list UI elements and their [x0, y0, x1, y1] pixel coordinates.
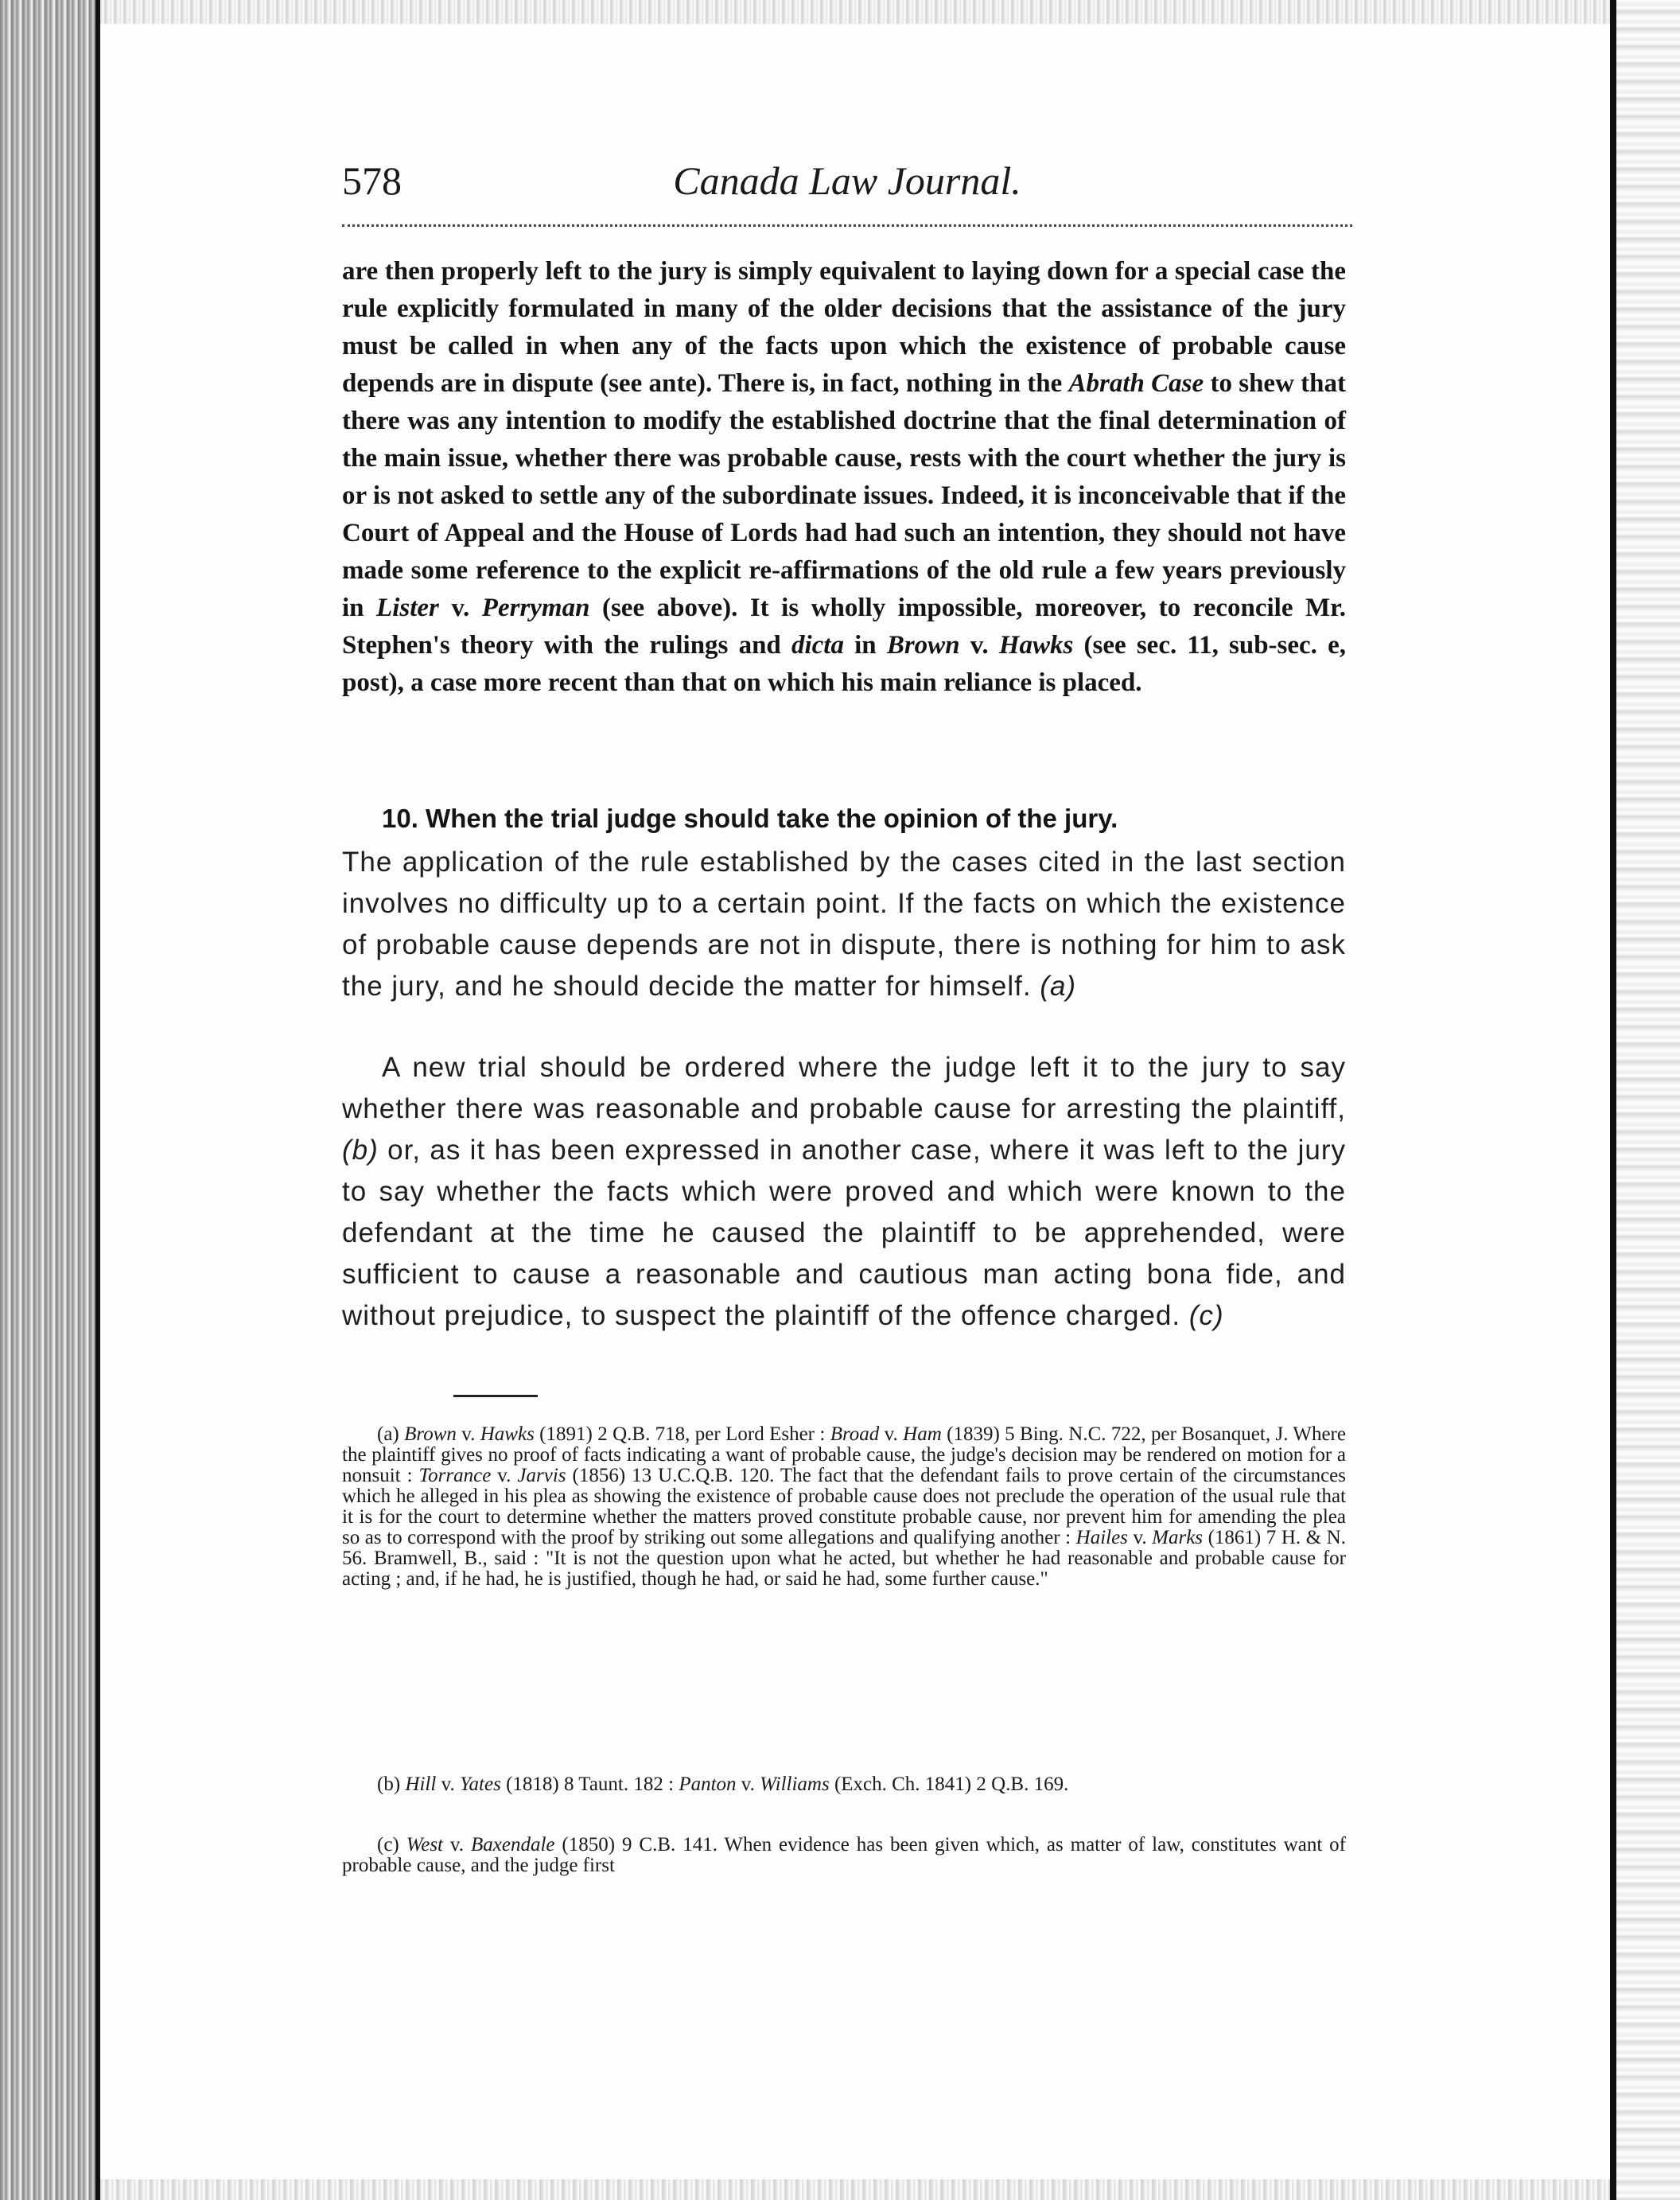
body-paragraph [342, 1047, 1346, 1337]
footnote-marker: (b) [342, 1135, 379, 1166]
footnote-rule [453, 1395, 538, 1397]
text-run: v. [456, 1423, 480, 1445]
text-run: (1856) 13 U.C.Q.B. 120. The fact that the defendant fails to prove certain of the circumstances which he alleged in his plea as showing the existence of probable cause does not preclude the operation of the usual rule that it is for the court to determine whether the matters proved constitute probable cause, nor prevent him for amending the plea so as to correspond with the proof by striking out some allegations and qualifying another : [342, 1465, 1346, 1548]
case-name: Brown [886, 631, 960, 660]
footnote-mark: (a) [377, 1423, 399, 1445]
text-run: v. [879, 1423, 904, 1445]
scan-right-border [1610, 0, 1616, 2200]
case-name: Hill [405, 1774, 437, 1795]
case-name: Panton [679, 1774, 737, 1795]
case-name: Broad [830, 1423, 880, 1445]
case-name: Lister [376, 594, 439, 622]
text-run: The application of the rule established by the cases cited in the last section involves no difficulty up to a certain point. If the facts on which the existence of probable cause depends are not in dispute, there is nothing for him to ask the jury, and he should decide the matter for himself. [342, 847, 1346, 1002]
text-run: (1818) 8 Taunt. 182 : [500, 1774, 679, 1795]
header-rule [342, 224, 1352, 227]
body-paragraph [342, 842, 1346, 1007]
running-title: Canada Law Journal. [673, 158, 1021, 203]
case-name: Brown [404, 1423, 457, 1445]
text-run: (see sec. 11, sub-sec. e, post), a case more recent than that on which his main reliance is placed. [342, 631, 1346, 697]
text-run: or, as it has been expressed in another case, where it was left to the jury to say whether the facts which were proved and which were known to the defendant at the time he caused the plaintiff to be apprehended, were sufficient to cause a reasonable and cautious man acting bona fide, and without prejudice, to suspect the plaintiff of the offence charged. [342, 1135, 1346, 1331]
scan-top-edge [100, 0, 1610, 24]
case-name: Hailes [1075, 1527, 1128, 1548]
text-run: A new trial should be ordered where the judge left it to the jury to say whether there was reasonable and probable cause for arresting the plaintiff, [342, 1052, 1346, 1124]
text-run: (1850) 9 C.B. 141. When evidence has been given which, as matter of law, constitutes want of probable cause, and the judge first [342, 1834, 1347, 1876]
scan-bottom-edge [100, 2179, 1610, 2200]
case-name: Torrance [418, 1465, 492, 1486]
text-run: (1891) 2 Q.B. 718, per Lord Esher : [534, 1423, 830, 1445]
footnote-c [342, 1835, 1346, 1876]
text-run: v. [959, 631, 999, 660]
text-run: v. [1127, 1527, 1153, 1548]
text-run: v. [436, 1774, 460, 1795]
text-run: v. [491, 1465, 518, 1486]
text-run: (see above). It is wholly impossible, moreover, to reconcile Mr. Stephen's theory with the rulings and [342, 594, 1347, 660]
scan-binding-edge [0, 0, 95, 2200]
continued-paragraph [342, 253, 1346, 702]
case-name: Hawks [998, 631, 1074, 660]
case-name: Yates [459, 1774, 501, 1795]
text-run: (Exch. Ch. 1841) 2 Q.B. 169. [829, 1774, 1069, 1795]
text-run: v. [443, 1834, 471, 1855]
text-run: (1839) 5 Bing. N.C. 722, per Bosanquet, J. Where the plaintiff gives no proof of facts indicating a want of probable cause, the judge's decision may be rendered on motion for a nonsuit : [342, 1423, 1346, 1486]
italic-term: dicta [791, 631, 844, 660]
footnote-mark: (c) [377, 1834, 399, 1855]
text-run: (1861) 7 H. & N. 56. Bramwell, B., said : "It is not the question upon what he acted, but whether he had reasonable and probable cause for acting ; and, if he had, he is justified, though he had, or said he had, some further cause." [342, 1527, 1346, 1590]
text-run: are then properly left to the jury is simply equivalent to laying down for a special case the rule explicitly formulated in many of the older decisions that the assistance of the jury must be called in when any of the facts upon which the existence of probable cause depends are in dispute (see ante). There is, in fact, nothing in the [342, 257, 1346, 398]
case-name: Williams [760, 1774, 830, 1795]
text-run: in [843, 631, 887, 660]
section-heading: 10. When the trial judge should take the opinion of the jury. [382, 804, 1118, 833]
page-header [342, 158, 1352, 221]
case-name: Baxendale [470, 1834, 555, 1855]
case-name: Ham [903, 1423, 942, 1445]
footnote-b [342, 1774, 1346, 1795]
text-run: v. [438, 594, 482, 622]
case-name: Hawks [480, 1423, 535, 1445]
page-number: 578 [342, 158, 402, 203]
footnote-marker: (a) [1040, 971, 1077, 1002]
scan-right-margin [1616, 0, 1680, 2200]
text-run: to shew that there was any intention to modify the established doctrine that the final determination of the main issue, whether there was probable cause, rests with the court whether the jury is or is not asked to settle any of the subordinate issues. Indeed, it is inconceivable that if the Court of Appeal and the House of Lords had had such an intention, they should not have made some reference to the explicit re-affirmations of the old rule a few years previously in [342, 369, 1347, 622]
footnote-a [342, 1424, 1346, 1590]
text-run: v. [736, 1774, 760, 1795]
scan-binding-line [95, 0, 100, 2200]
footnote-mark: (b) [377, 1774, 401, 1795]
case-name: Marks [1152, 1527, 1204, 1548]
footnote-marker: (c) [1188, 1300, 1224, 1331]
case-name: Perryman [481, 594, 590, 622]
case-name: Jarvis [517, 1465, 566, 1486]
case-name: West [406, 1834, 443, 1855]
case-name: Abrath Case [1068, 369, 1204, 398]
